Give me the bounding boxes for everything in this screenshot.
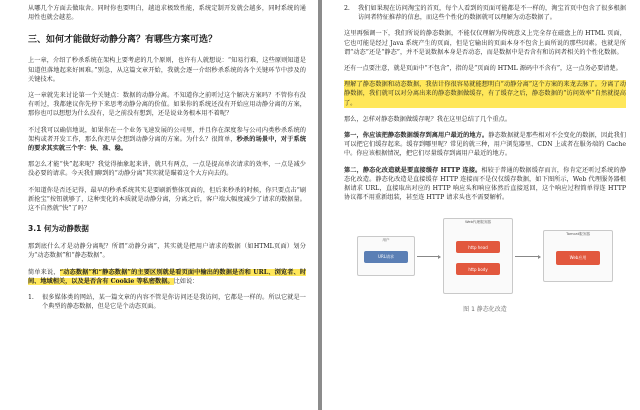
http-head-pill: http head [456,241,500,253]
paragraph [28,126,306,154]
text-run: 静态数据就是那些相对不会变化的数据，因此我们可以把它们缓存起来。缓存到哪里呢？常见的就三种，用户浏览器里、CDN 上或者在服务端的 Cache 中。你应该根据情况，把它们尽量缓存到离用户最近的地方。 [344,132,627,158]
tomcat-box-title: Tomcat服务器 [566,232,590,237]
list-number: 1. [28,294,34,302]
emphasis-text: 第一，你应该把静态数据缓存到离用户最近的地方。 [344,132,489,140]
emphasis-text: 秒杀的场景中，对于系统的要求其实就三个字：快、准、稳。 [28,135,307,153]
paragraph [344,166,626,203]
emphasis-text: 第二，静态化改造就是要直接缓存 HTTP 连接。 [344,166,482,174]
proxy-box-title: Web代理服务器 [465,220,491,225]
right-page [322,0,640,410]
url-request-pill: URL请求 [364,251,408,263]
text-run: 相较于普通的数据缓存而言，你肯定还听过系统的静态化改造。静态化改造是直接缓存 HTTP 连接而不是仅仅缓存数据，如下图所示，Web 代理服务器根据请求 URL，直接取出对应的 HTTP 响应头和响应体然后直接返回，这个响应过程简单得连 HTTP 协议都不用重新组装，甚至连 HTTP 请求头也不需要解析。 [344,166,627,202]
text-run: 简单来说， [28,268,60,276]
subsection-heading: 3.1 何为动静数据 [28,224,89,234]
section-heading: 三、如何才能做好动静分离？有哪些方案可选？ [28,35,218,46]
tomcat-box [543,230,613,282]
intro-paragraph: 从哪几个方面去做取舍。同时你也要明白，越追求极致性能，系统定制开发就会越多，同时系统的通用性也就会越差。 [28,5,306,22]
proxy-box [443,218,513,294]
text-run: 比如说： [173,277,199,285]
figure-caption: 图 1 静态化改造 [463,306,507,314]
paragraph: 那怎么才能“快”起来呢？我觉得抽象起来讲，就只有两点，一点是提高单次请求的效率，一点是减少没必要的请求。今天我们聊到的“动静分离”其实就是瞄着这个大方向去的。 [28,161,306,178]
paragraph: 这里再强调一下，我们所说的静态数据，不能仅仅理解为传统意义上完全存在磁盘上的 HTML 页面，它也可能是经过 Java 系统产生的页面，但是它输出的页面本身不包含上面所说的那些因素。也就是所谓“动态”还是“静态”，并不是说数据本身是否动态，而是数据中是否含有和访问者相关的个性化数据。 [344,30,626,56]
list-item [28,293,306,318]
paragraph: 还有一点要注意，就是页面中“不包含”，指的是“页面的 HTML 源码中不含有”，这一点务必要清楚。 [344,65,622,73]
web-app-pill: Web应用 [556,251,600,265]
paragraph: 这一章就先来讨论第一个关键点：数据的动静分离。不知道你之前听过这个解决方案吗？不管你有没有听过，我都建议你先停下来思考动静分离的价值。如果你的系统还没有开始应用动静分离的方案，那你也可以想想为什么没有，是之前没有想到，还是说业务根本用不着呢？ [28,92,306,118]
user-box-title: 用户 [382,238,390,243]
paragraph: 上一章，介绍了秒杀系统在架构上要考虑的几个原则，也许有人就想说：“知易行难，这些原则知道是知道但落地起来好困难。”别急，从这篇文章开始，我就会逐一介绍秒杀系统的各个关键环节中涉及的关键技术。 [28,57,306,83]
arrow-proxy-to-tomcat [515,256,539,257]
arrow-user-to-proxy [417,256,439,257]
text-run: 不过我可以确信地说，如果你在一个业务飞速发展的公司里，并且你在深度参与公司内类秒杀系统的架构或者开发工作，那么你迟早会想到动静分离的方案。为什么？很简单， [28,126,306,143]
list-number: 2. [344,5,350,12]
list-item-text: 很多媒体类的网站，某一篇文章的内容不管是你访问还是我访问，它都是一样的。所以它就是一个典型的静态数据，但是它是个动态页面。 [42,294,306,311]
static-transform-diagram [351,212,619,298]
paragraph [344,131,626,159]
highlighted-text: “动态数据”和“静态数据”的主要区别就是看页面中输出的数据是否和 URL、浏览者、时间、地域相关，以及是否含有 Cookie 等私密数据。 [28,268,307,285]
paragraph [28,268,306,286]
left-page [0,0,318,410]
list-item [344,4,626,29]
http-body-pill: http body [456,263,500,275]
highlighted-paragraph: 理解了静态数据和动态数据，我估计你很容易就能想明白“动静分离”这个方案的来龙去脉了。分离了动静数据，我们就可以对分离出来的静态数据做缓存，有了缓存之后，静态数据的“访问效率”自然就提高了。 [344,81,626,107]
paragraph: 不知道你是否还记得，最早的秒杀系统其实是要刷新整体页面的，但后来秒杀的时候，你只要点击“刷新抢宝”按钮就够了，这种变化的本质就是动静分离，分离之后，客户端大幅度减少了请求的数据量。这不自然就“快”了吗？ [28,186,306,213]
paragraph: 那到底什么才是动静分离呢？所谓“动静分离”，其实就是把用户请求的数据（如HTML页面）划分为“动态数据”和“静态数据”。 [28,243,306,260]
paragraph: 那么，怎样对静态数据做缓存呢？我在这里总结了几个重点。 [344,115,512,123]
list-item-text: 我们如果现在访问淘宝的首页，每个人看到的页面可能都是不一样的，淘宝首页中包含了很多根据访问者特征推荐的信息，而这些个性化的数据就可以理解为动态数据了。 [358,5,626,22]
user-box [357,236,415,276]
